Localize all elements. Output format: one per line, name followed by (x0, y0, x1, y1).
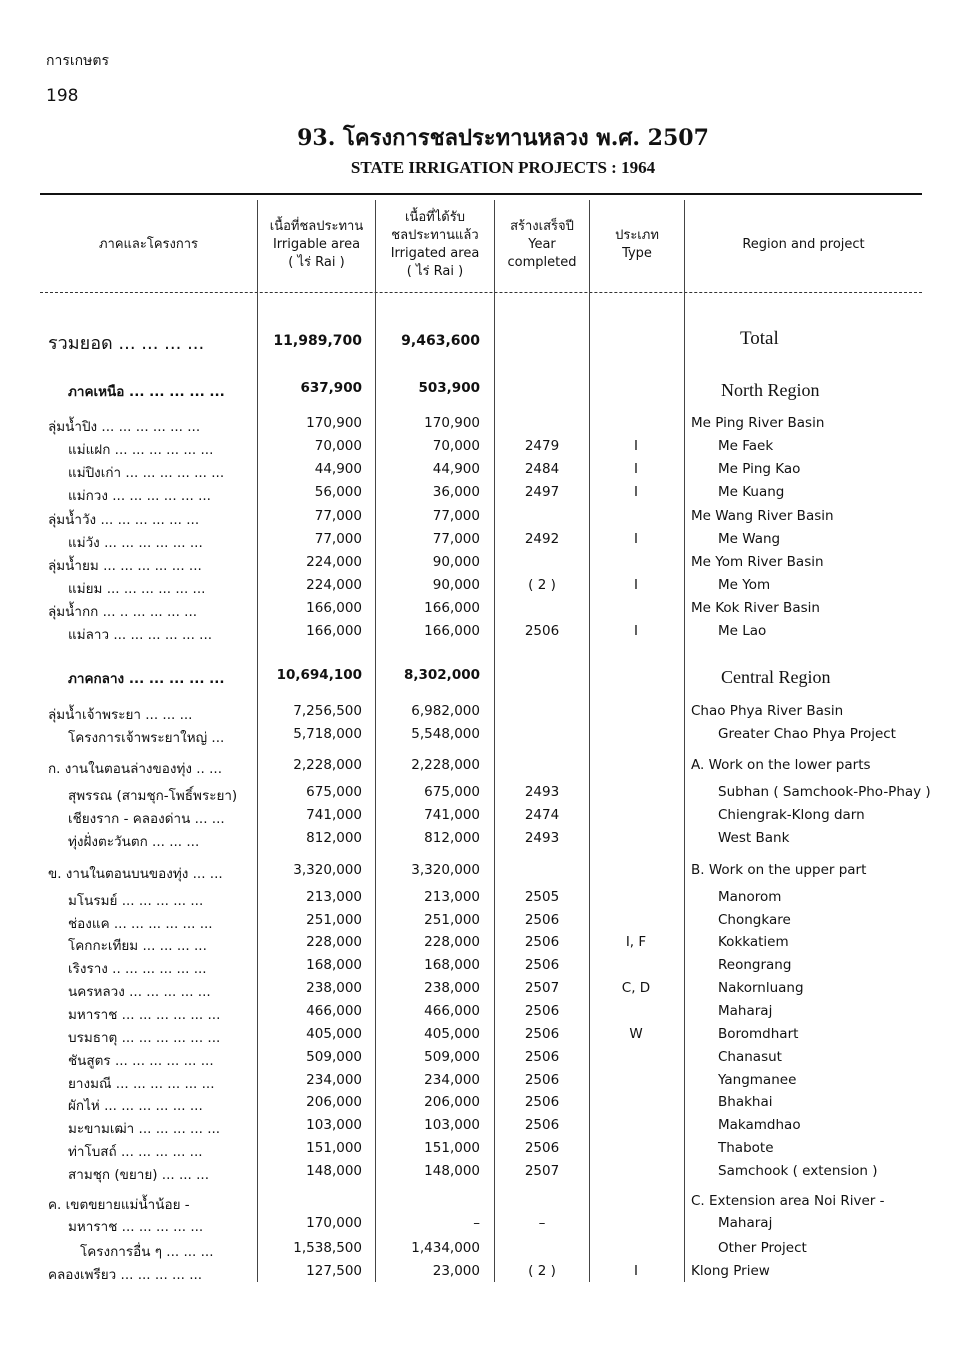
irrigable-area-cell: 812,000 (306, 830, 362, 846)
type-cell: I (634, 484, 638, 500)
irrigated-area-cell: 77,000 (432, 531, 480, 547)
irrigable-area-cell: 675,000 (306, 784, 362, 800)
table-row (0, 934, 966, 956)
col-label: Region and project (742, 236, 865, 252)
row-label-th: แม่ปิงเก่า ... ... ... ... ... ... (68, 465, 225, 481)
table-row (0, 784, 966, 806)
row-label-th: มหาราช ... ... ... ... ... (68, 1219, 204, 1235)
row-label-en: Maharaj (718, 1215, 773, 1231)
irrigable-area-cell: 1,538,500 (293, 1240, 362, 1256)
irrigated-area-cell: 238,000 (424, 980, 480, 996)
irrigable-area-cell: 148,000 (306, 1163, 362, 1179)
row-label-th: แม่แฝก ... ... ... ... ... ... (68, 442, 214, 458)
irrigable-area-cell: 70,000 (314, 438, 362, 454)
irrigable-area-cell: 466,000 (306, 1003, 362, 1019)
row-label-en: Kokkatiem (718, 934, 789, 950)
row-label-en: Chongkare (718, 912, 791, 928)
col-header-region-th (40, 200, 257, 290)
table-row (0, 415, 966, 437)
irrigated-area-cell: 90,000 (432, 554, 480, 570)
col-label: ประเภท (615, 227, 659, 243)
row-label-en: B. Work on the upper part (691, 862, 867, 878)
irrigable-area-cell: 166,000 (306, 623, 362, 639)
row-label-en: Me Yom (718, 577, 771, 593)
row-label-th: ข. งานในตอนบนของทุ่ง ... ... (48, 866, 223, 882)
irrigated-area-cell: 234,000 (424, 1072, 480, 1088)
irrigated-area-cell: 103,000 (424, 1117, 480, 1133)
year-completed-cell: 2493 (524, 784, 560, 800)
row-label-en: Maharaj (718, 1003, 773, 1019)
table-row (0, 1193, 966, 1215)
row-label-en: West Bank (718, 830, 790, 846)
row-label-th: แม่กวง ... ... ... ... ... ... (68, 488, 211, 504)
irrigated-area-cell: 170,900 (424, 415, 480, 431)
table-row (0, 508, 966, 530)
irrigable-area-cell: 10,694,100 (276, 667, 362, 683)
irrigated-area-cell: 503,900 (418, 380, 480, 396)
row-label-th: นครหลวง ... ... ... ... ... (68, 984, 211, 1000)
row-label-th: ชันสูตร ... ... ... ... ... ... (68, 1053, 214, 1069)
table-row (0, 531, 966, 553)
year-completed-cell: 2506 (524, 1140, 560, 1156)
irrigated-area-cell: 23,000 (432, 1263, 480, 1279)
table-row (0, 1026, 966, 1048)
table-row (0, 1140, 966, 1162)
year-completed-cell: 2506 (524, 957, 560, 973)
row-label-en: Nakornluang (718, 980, 804, 996)
irrigated-area-cell: 44,900 (432, 461, 480, 477)
col-label: completed (507, 255, 577, 271)
row-label-th: โคกกะเทียม ... ... ... ... (68, 938, 207, 954)
year-completed-cell: 2506 (524, 1094, 560, 1110)
irrigated-area-cell: 6,982,000 (411, 703, 480, 719)
year-completed-cell: 2506 (524, 1049, 560, 1065)
type-cell: I (634, 623, 638, 639)
year-completed-cell: 2484 (524, 461, 560, 477)
col-header-irrigable (258, 200, 375, 290)
irrigated-area-cell: 206,000 (424, 1094, 480, 1110)
table-row (0, 726, 966, 748)
year-completed-cell: 2474 (524, 807, 560, 823)
irrigable-area-cell: 405,000 (306, 1026, 362, 1042)
row-label-th: เริงราง .. ... ... ... ... ... (68, 961, 207, 977)
row-label-en: Central Region (721, 667, 831, 687)
irrigated-area-cell: 8,302,000 (403, 667, 480, 683)
row-label-en: Me Wang (718, 531, 781, 547)
row-label-th: สามชุก (ขยาย) ... ... ... (68, 1167, 210, 1183)
row-label-th: มโนรมย์ ... ... ... ... ... (68, 893, 204, 909)
row-label-en: Manorom (718, 889, 782, 905)
irrigated-area-cell: 405,000 (424, 1026, 480, 1042)
irrigated-area-cell: 1,434,000 (411, 1240, 480, 1256)
year-completed-cell: 2493 (524, 830, 560, 846)
type-cell: I (634, 438, 638, 454)
irrigable-area-cell: 11,989,700 (273, 333, 362, 349)
irrigated-area-cell: 90,000 (432, 577, 480, 593)
row-label-th: โครงการอื่น ๆ ... ... ... (80, 1244, 214, 1260)
irrigable-area-cell: 234,000 (306, 1072, 362, 1088)
year-completed-cell: 2506 (524, 1072, 560, 1088)
irrigable-area-cell: 509,000 (306, 1049, 362, 1065)
row-label-th: ลุ่มน้ำปิง ... ... ... ... ... ... (48, 419, 201, 435)
row-label-en: Chiengrak-Klong darn (718, 807, 865, 823)
irrigated-area-cell: 9,463,600 (401, 333, 480, 349)
row-label-en: Makamdhao (718, 1117, 801, 1133)
row-label-th: ช่องแค ... ... ... ... ... ... (68, 916, 213, 932)
table-row (0, 577, 966, 599)
row-label-en: Chanasut (718, 1049, 782, 1065)
year-completed-cell: 2506 (524, 1003, 560, 1019)
type-cell: I (634, 577, 638, 593)
row-label-th: แม่ลาว ... ... ... ... ... ... (68, 627, 213, 643)
table-title-english: STATE IRRIGATION PROJECTS : 1964 (350, 158, 656, 177)
table-row (0, 1263, 966, 1285)
row-label-th: ลุ่มน้ำวัง ... ... ... ... ... ... (48, 512, 200, 528)
row-label-th: มะขามเฒ่า ... ... ... ... ... (68, 1121, 221, 1137)
irrigable-area-cell: 3,320,000 (293, 862, 362, 878)
col-unit: ( ไร่ Rai ) (406, 264, 464, 280)
type-cell: I (634, 531, 638, 547)
irrigable-area-cell: 238,000 (306, 980, 362, 996)
row-label-th: เชียงราก - คลองด่าน ... ... (68, 811, 225, 827)
table-row (0, 912, 966, 934)
row-label-th: สุพรรณ (สามชุก-โพธิ์พระยา) (68, 788, 238, 804)
irrigable-area-cell: 213,000 (306, 889, 362, 905)
row-label-en: Me Yom River Basin (691, 554, 824, 570)
type-cell: I (634, 461, 638, 477)
year-completed-cell: 2506 (524, 1026, 560, 1042)
col-label: สร้างเสร็จปี (510, 218, 574, 234)
year-completed-cell: 2507 (524, 980, 560, 996)
irrigated-area-cell: 2,228,000 (411, 757, 480, 773)
irrigated-area-cell: 741,000 (424, 807, 480, 823)
irrigable-area-cell: 224,000 (306, 577, 362, 593)
table-row (0, 461, 966, 483)
row-label-en: Me Kok River Basin (691, 600, 820, 616)
table-row (0, 438, 966, 460)
table-title-thai: 93. โครงการชลประทานหลวง พ.ศ. 2507 (297, 125, 709, 151)
irrigated-area-cell: 5,548,000 (411, 726, 480, 742)
year-completed-cell: ( 2 ) (528, 1263, 556, 1279)
year-completed-cell: 2497 (524, 484, 560, 500)
table-row (0, 807, 966, 829)
irrigable-area-cell: 151,000 (306, 1140, 362, 1156)
col-header-type (590, 200, 684, 290)
table-row (0, 1215, 966, 1237)
row-label-th: มหาราช ... ... ... ... ... ... (68, 1007, 221, 1023)
irrigated-area-cell: 251,000 (424, 912, 480, 928)
table-row (0, 957, 966, 979)
table-row (0, 1003, 966, 1025)
irrigated-area-cell: 77,000 (432, 508, 480, 524)
table-row (0, 703, 966, 725)
row-label-en: Greater Chao Phya Project (718, 726, 896, 742)
table-row (0, 600, 966, 622)
col-label: เนื้อที่ชลประทาน (269, 218, 364, 234)
row-label-en: C. Extension area Noi River - (691, 1193, 885, 1209)
col-label: Year (528, 236, 556, 252)
row-label-en: Total (740, 328, 779, 349)
irrigable-area-cell: 170,000 (306, 1215, 362, 1231)
year-completed-cell: 2492 (524, 531, 560, 547)
row-label-th: โครงการเจ้าพระยาใหญ่ ... (68, 730, 225, 746)
irrigated-area-cell: 168,000 (424, 957, 480, 973)
col-header-region-en (685, 200, 922, 290)
row-label-th: ลุ่มน้ำยม ... ... ... ... ... ... (48, 558, 202, 574)
irrigable-area-cell: 741,000 (306, 807, 362, 823)
table-row (0, 862, 966, 884)
irrigable-area-cell: 5,718,000 (293, 726, 362, 742)
table-row (0, 980, 966, 1002)
table-row (0, 1072, 966, 1094)
irrigated-area-cell: 166,000 (424, 600, 480, 616)
col-label: เนื้อที่ได้รับ (405, 209, 465, 225)
table-row (0, 1117, 966, 1139)
irrigable-area-cell: 170,900 (306, 415, 362, 431)
row-label-th: รวมยอด ... ... ... ... (48, 333, 205, 354)
irrigated-area-cell: 148,000 (424, 1163, 480, 1179)
irrigable-area-cell: 168,000 (306, 957, 362, 973)
irrigated-area-cell: 228,000 (424, 934, 480, 950)
irrigable-area-cell: 56,000 (314, 484, 362, 500)
irrigated-area-cell: 151,000 (424, 1140, 480, 1156)
row-label-en: Subhan ( Samchook-Pho-Phay ) (718, 784, 931, 800)
col-label: Irrigated area (390, 246, 480, 261)
section-header: การเกษตร (46, 53, 109, 69)
row-label-th: ผักไห่ ... ... ... ... ... ... (68, 1098, 203, 1114)
row-label-th: ภาคเหนือ ... ... ... ... ... (68, 384, 225, 400)
header-underline (40, 292, 922, 293)
row-label-en: Samchook ( extension ) (718, 1163, 878, 1179)
row-label-th: ยางมณี ... ... ... ... ... ... (68, 1076, 215, 1092)
irrigated-area-cell: 3,320,000 (411, 862, 480, 878)
top-rule (40, 193, 922, 195)
irrigable-area-cell: 224,000 (306, 554, 362, 570)
table-row (0, 484, 966, 506)
irrigable-area-cell: 2,228,000 (293, 757, 362, 773)
page-number: 198 (46, 86, 79, 106)
table-row (0, 830, 966, 852)
irrigable-area-cell: 166,000 (306, 600, 362, 616)
row-label-en: Me Wang River Basin (691, 508, 834, 524)
row-label-th: ภาคกลาง ... ... ... ... ... (68, 671, 225, 687)
type-cell: C, D (621, 980, 651, 996)
row-label-en: Yangmanee (718, 1072, 797, 1088)
table-row (0, 623, 966, 645)
row-label-th: แม่ยม ... ... ... ... ... ... (68, 581, 206, 597)
row-label-en: Me Ping River Basin (691, 415, 825, 431)
table-row (0, 667, 966, 689)
irrigated-area-cell: 675,000 (424, 784, 480, 800)
irrigated-area-cell: 509,000 (424, 1049, 480, 1065)
table-row (0, 757, 966, 779)
table-row (0, 328, 966, 358)
col-label: Irrigable area (272, 236, 361, 252)
row-label-th: บรมธาตุ ... ... ... ... ... ... (68, 1030, 221, 1046)
type-cell: I (634, 1263, 638, 1279)
row-label-en: Me Faek (718, 438, 774, 454)
irrigated-area-cell: 166,000 (424, 623, 480, 639)
row-label-en: Klong Priew (691, 1263, 770, 1279)
irrigated-area-cell: 36,000 (432, 484, 480, 500)
col-unit: ( ไร่ Rai ) (288, 255, 345, 271)
row-label-en: Me Kuang (718, 484, 785, 500)
irrigable-area-cell: 228,000 (306, 934, 362, 950)
row-label-th: คลองเพรียว ... ... ... ... ... (48, 1267, 203, 1283)
irrigable-area-cell: 206,000 (306, 1094, 362, 1110)
year-completed-cell: ( 2 ) (528, 577, 556, 593)
col-label: ชลประทานแล้ว (391, 227, 479, 243)
irrigated-area-cell: 213,000 (424, 889, 480, 905)
row-label-en: Me Lao (718, 623, 767, 639)
year-completed-cell: 2479 (524, 438, 560, 454)
year-completed-cell: 2506 (524, 934, 560, 950)
row-label-en: Bhakhai (718, 1094, 773, 1110)
table-row (0, 1163, 966, 1185)
irrigated-area-cell: 812,000 (424, 830, 480, 846)
row-label-en: Chao Phya River Basin (691, 703, 844, 719)
col-label: Type (622, 246, 652, 261)
irrigable-area-cell: 77,000 (314, 508, 362, 524)
row-label-en: Me Ping Kao (718, 461, 801, 477)
year-completed-cell: 2506 (524, 912, 560, 928)
irrigable-area-cell: 77,000 (314, 531, 362, 547)
type-cell: I, F (625, 934, 647, 950)
row-label-th: ก. งานในตอนล่างของทุ่ง .. ... (48, 761, 222, 777)
row-label-en: Reongrang (718, 957, 792, 973)
row-label-en: Boromdhart (718, 1026, 799, 1042)
row-label-th: ค. เขตขยายแม่น้ำน้อย - (48, 1197, 190, 1213)
table-row (0, 1240, 966, 1262)
row-label-en: Other Project (718, 1240, 807, 1256)
col-label: ภาคและโครงการ (98, 236, 199, 252)
table-row (0, 554, 966, 576)
table-row (0, 1049, 966, 1071)
year-completed-cell: – (538, 1215, 546, 1231)
row-label-en: A. Work on the lower parts (691, 757, 871, 773)
table-row (0, 1094, 966, 1116)
irrigable-area-cell: 251,000 (306, 912, 362, 928)
irrigable-area-cell: 637,900 (300, 380, 362, 396)
year-completed-cell: 2507 (524, 1163, 560, 1179)
col-header-irrigated (376, 200, 494, 290)
table-row (0, 380, 966, 402)
irrigated-area-cell: – (473, 1215, 480, 1231)
row-label-en: North Region (721, 380, 820, 400)
row-label-th: ทุ่งฝั่งตะวันตก ... ... ... (68, 834, 200, 850)
irrigable-area-cell: 44,900 (314, 461, 362, 477)
year-completed-cell: 2506 (524, 1117, 560, 1133)
year-completed-cell: 2505 (524, 889, 560, 905)
irrigable-area-cell: 127,500 (306, 1263, 362, 1279)
row-label-th: ลุ่มน้ำกก ... .. ... ... ... ... (48, 604, 198, 620)
row-label-th: ท่าโบสถ์ ... ... ... ... ... (68, 1144, 203, 1160)
row-label-en: Thabote (718, 1140, 774, 1156)
row-label-th: ลุ่มน้ำเจ้าพระยา ... ... ... (48, 707, 193, 723)
type-cell: W (629, 1026, 643, 1042)
col-header-year (495, 200, 589, 290)
row-label-th: แม่วัง ... ... ... ... ... ... (68, 535, 203, 551)
irrigated-area-cell: 70,000 (432, 438, 480, 454)
irrigable-area-cell: 7,256,500 (293, 703, 362, 719)
table-row (0, 889, 966, 911)
irrigable-area-cell: 103,000 (306, 1117, 362, 1133)
year-completed-cell: 2506 (524, 623, 560, 639)
irrigated-area-cell: 466,000 (424, 1003, 480, 1019)
